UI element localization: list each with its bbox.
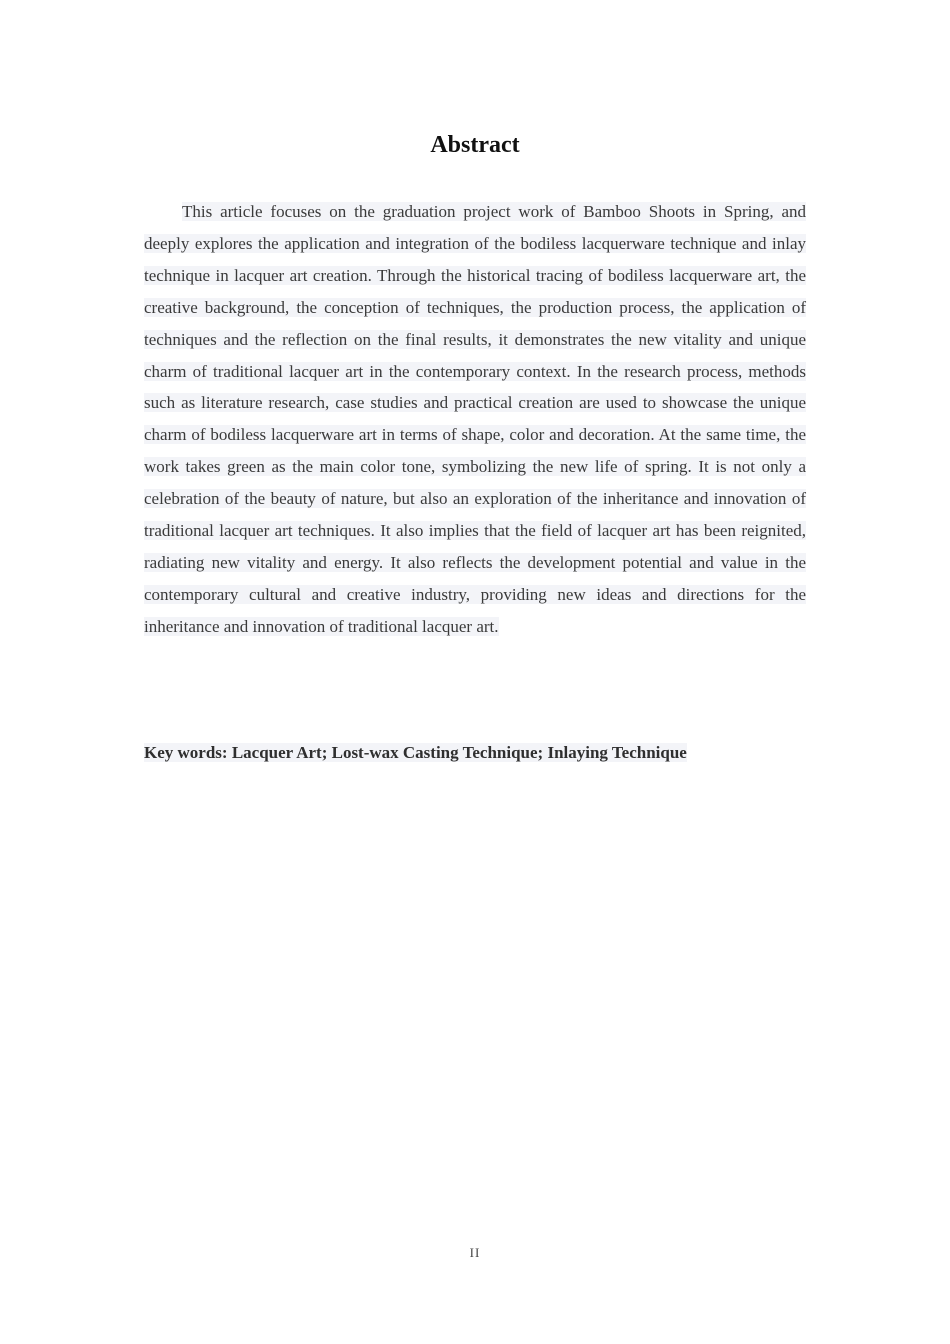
- page-number: II: [469, 1245, 481, 1260]
- abstract-text: This article focuses on the graduation project work of Bamboo Shoots in Spring, and deeply explores the application and integration of the bodiless lacquerware technique and inlay technique in lacquer art creation. Through the historical tracing of bodiless lacquerware art, the creative background, the conception of techniques, the production process, the application of techniques and the reflection on the final results, it demonstrates the new vitality and unique charm of traditional lacquer art in the contemporary context. In the research process, methods such as literature research, case studies and practical creation are used to showcase the unique charm of bodiless lacquerware art in terms of shape, color and decoration. At the same time, the work takes green as the main color tone, symbolizing the new life of spring. It is not only a celebration of the beauty of nature, but also an exploration of the inheritance and innovation of traditional lacquer art techniques. It also implies that the field of lacquer art has been reignited, radiating new vitality and energy. It also reflects the development potential and value in the contemporary cultural and creative industry, providing new ideas and directions for the inheritance and innovation of traditional lacquer art.: [144, 202, 806, 636]
- keywords-line: [144, 738, 806, 768]
- page-title: Abstract: [430, 132, 520, 158]
- keywords-text: Key words: Lacquer Art; Lost-wax Casting Technique; Inlaying Technique: [144, 743, 687, 762]
- abstract-paragraph: [144, 196, 806, 643]
